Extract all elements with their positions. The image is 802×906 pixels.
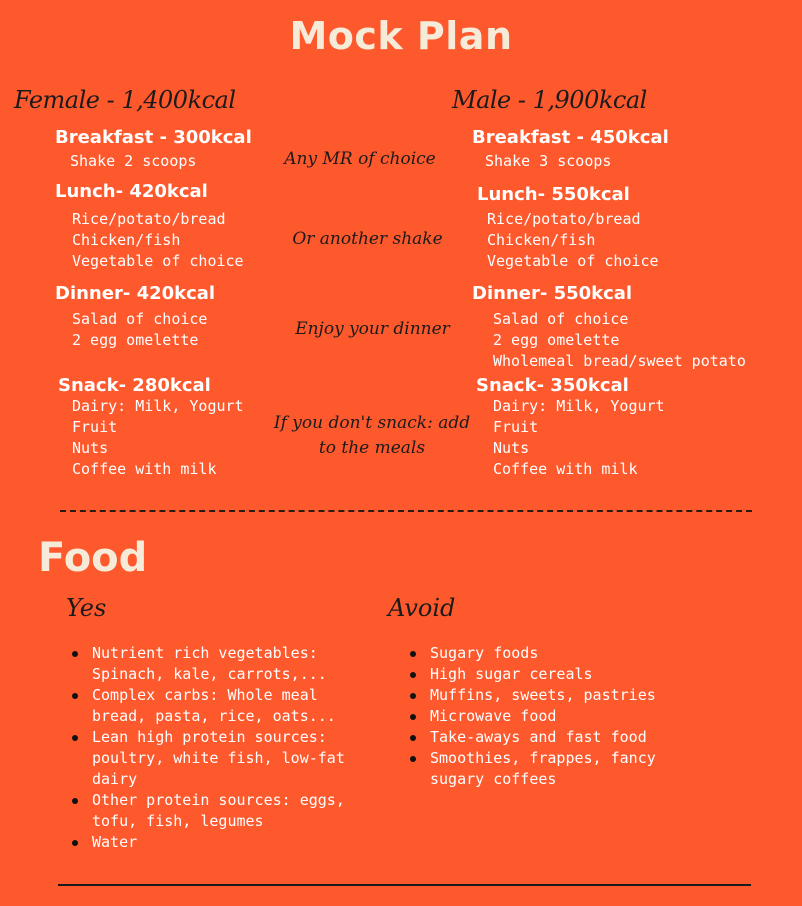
note-snack-line-2: to the meals xyxy=(318,438,426,458)
avoid-list xyxy=(408,643,708,790)
list-item: Coffee with milk xyxy=(72,460,217,478)
male-plan-heading: Male - 1,900kcal xyxy=(452,86,647,114)
list-item: Fruit xyxy=(72,418,118,436)
female-breakfast-title: Breakfast - 300kcal xyxy=(55,127,252,148)
female-snack-items xyxy=(72,396,244,480)
list-item: Lean high protein sources: poultry, white fish, low-fat dairy xyxy=(70,727,370,790)
page-title: Mock Plan xyxy=(289,14,513,58)
male-snack-title: Snack- 350kcal xyxy=(476,375,629,396)
avoid-heading: Avoid xyxy=(388,594,456,622)
male-snack-items xyxy=(493,396,665,480)
list-item: Wholemeal bread/sweet potato xyxy=(493,352,746,370)
list-item: Smoothies, frappes, fancy sugary coffees xyxy=(408,748,708,790)
male-lunch-items xyxy=(487,209,659,272)
note-snack-line-1: If you don't snack: add xyxy=(273,413,471,433)
list-item: Other protein sources: eggs, tofu, fish, legumes xyxy=(70,790,370,832)
list-item: Coffee with milk xyxy=(493,460,638,478)
male-dinner-items xyxy=(493,309,746,372)
food-title: Food xyxy=(38,535,148,581)
list-item: High sugar cereals xyxy=(408,664,708,685)
yes-list xyxy=(70,643,370,853)
list-item: Chicken/fish xyxy=(487,231,596,249)
female-lunch-title: Lunch- 420kcal xyxy=(55,181,208,202)
list-item: Chicken/fish xyxy=(72,231,181,249)
bottom-divider xyxy=(58,884,751,886)
list-item: Rice/potato/bread xyxy=(487,210,641,228)
female-snack-title: Snack- 280kcal xyxy=(58,375,211,396)
list-item: Nutrient rich vegetables: Spinach, kale, carrots,... xyxy=(70,643,370,685)
male-breakfast-title: Breakfast - 450kcal xyxy=(472,127,669,148)
list-item: Vegetable of choice xyxy=(72,252,244,270)
list-item: Rice/potato/bread xyxy=(72,210,226,228)
list-item: Complex carbs: Whole meal bread, pasta, rice, oats... xyxy=(70,685,370,727)
note-lunch: Or another shake xyxy=(292,229,443,249)
male-lunch-title: Lunch- 550kcal xyxy=(477,184,630,205)
list-item: Dairy: Milk, Yogurt xyxy=(72,397,244,415)
list-item: Nuts xyxy=(72,439,109,457)
list-item: Water xyxy=(70,832,370,853)
female-dinner-items xyxy=(72,309,207,351)
list-item: Shake 3 scoops xyxy=(485,152,612,170)
list-item: Take-aways and fast food xyxy=(408,727,708,748)
male-breakfast-items xyxy=(485,151,611,172)
section-divider xyxy=(60,510,752,512)
note-dinner: Enjoy your dinner xyxy=(295,319,450,339)
list-item: Dairy: Milk, Yogurt xyxy=(493,397,665,415)
note-snack xyxy=(266,411,478,461)
list-item: Microwave food xyxy=(408,706,708,727)
note-breakfast: Any MR of choice xyxy=(284,149,436,169)
male-dinner-title: Dinner- 550kcal xyxy=(472,283,633,304)
list-item: Muffins, sweets, pastries xyxy=(408,685,708,706)
yes-heading: Yes xyxy=(66,594,107,622)
female-dinner-title: Dinner- 420kcal xyxy=(55,283,216,304)
list-item: Fruit xyxy=(493,418,539,436)
list-item: Sugary foods xyxy=(408,643,708,664)
list-item: Vegetable of choice xyxy=(487,252,659,270)
list-item: Nuts xyxy=(493,439,530,457)
female-breakfast-items xyxy=(70,151,196,172)
list-item: 2 egg omelette xyxy=(72,331,199,349)
list-item: 2 egg omelette xyxy=(493,331,620,349)
list-item: Salad of choice xyxy=(72,310,208,328)
list-item: Salad of choice xyxy=(493,310,629,328)
female-lunch-items xyxy=(72,209,244,272)
list-item: Shake 2 scoops xyxy=(70,152,197,170)
female-plan-heading: Female - 1,400kcal xyxy=(14,86,236,114)
